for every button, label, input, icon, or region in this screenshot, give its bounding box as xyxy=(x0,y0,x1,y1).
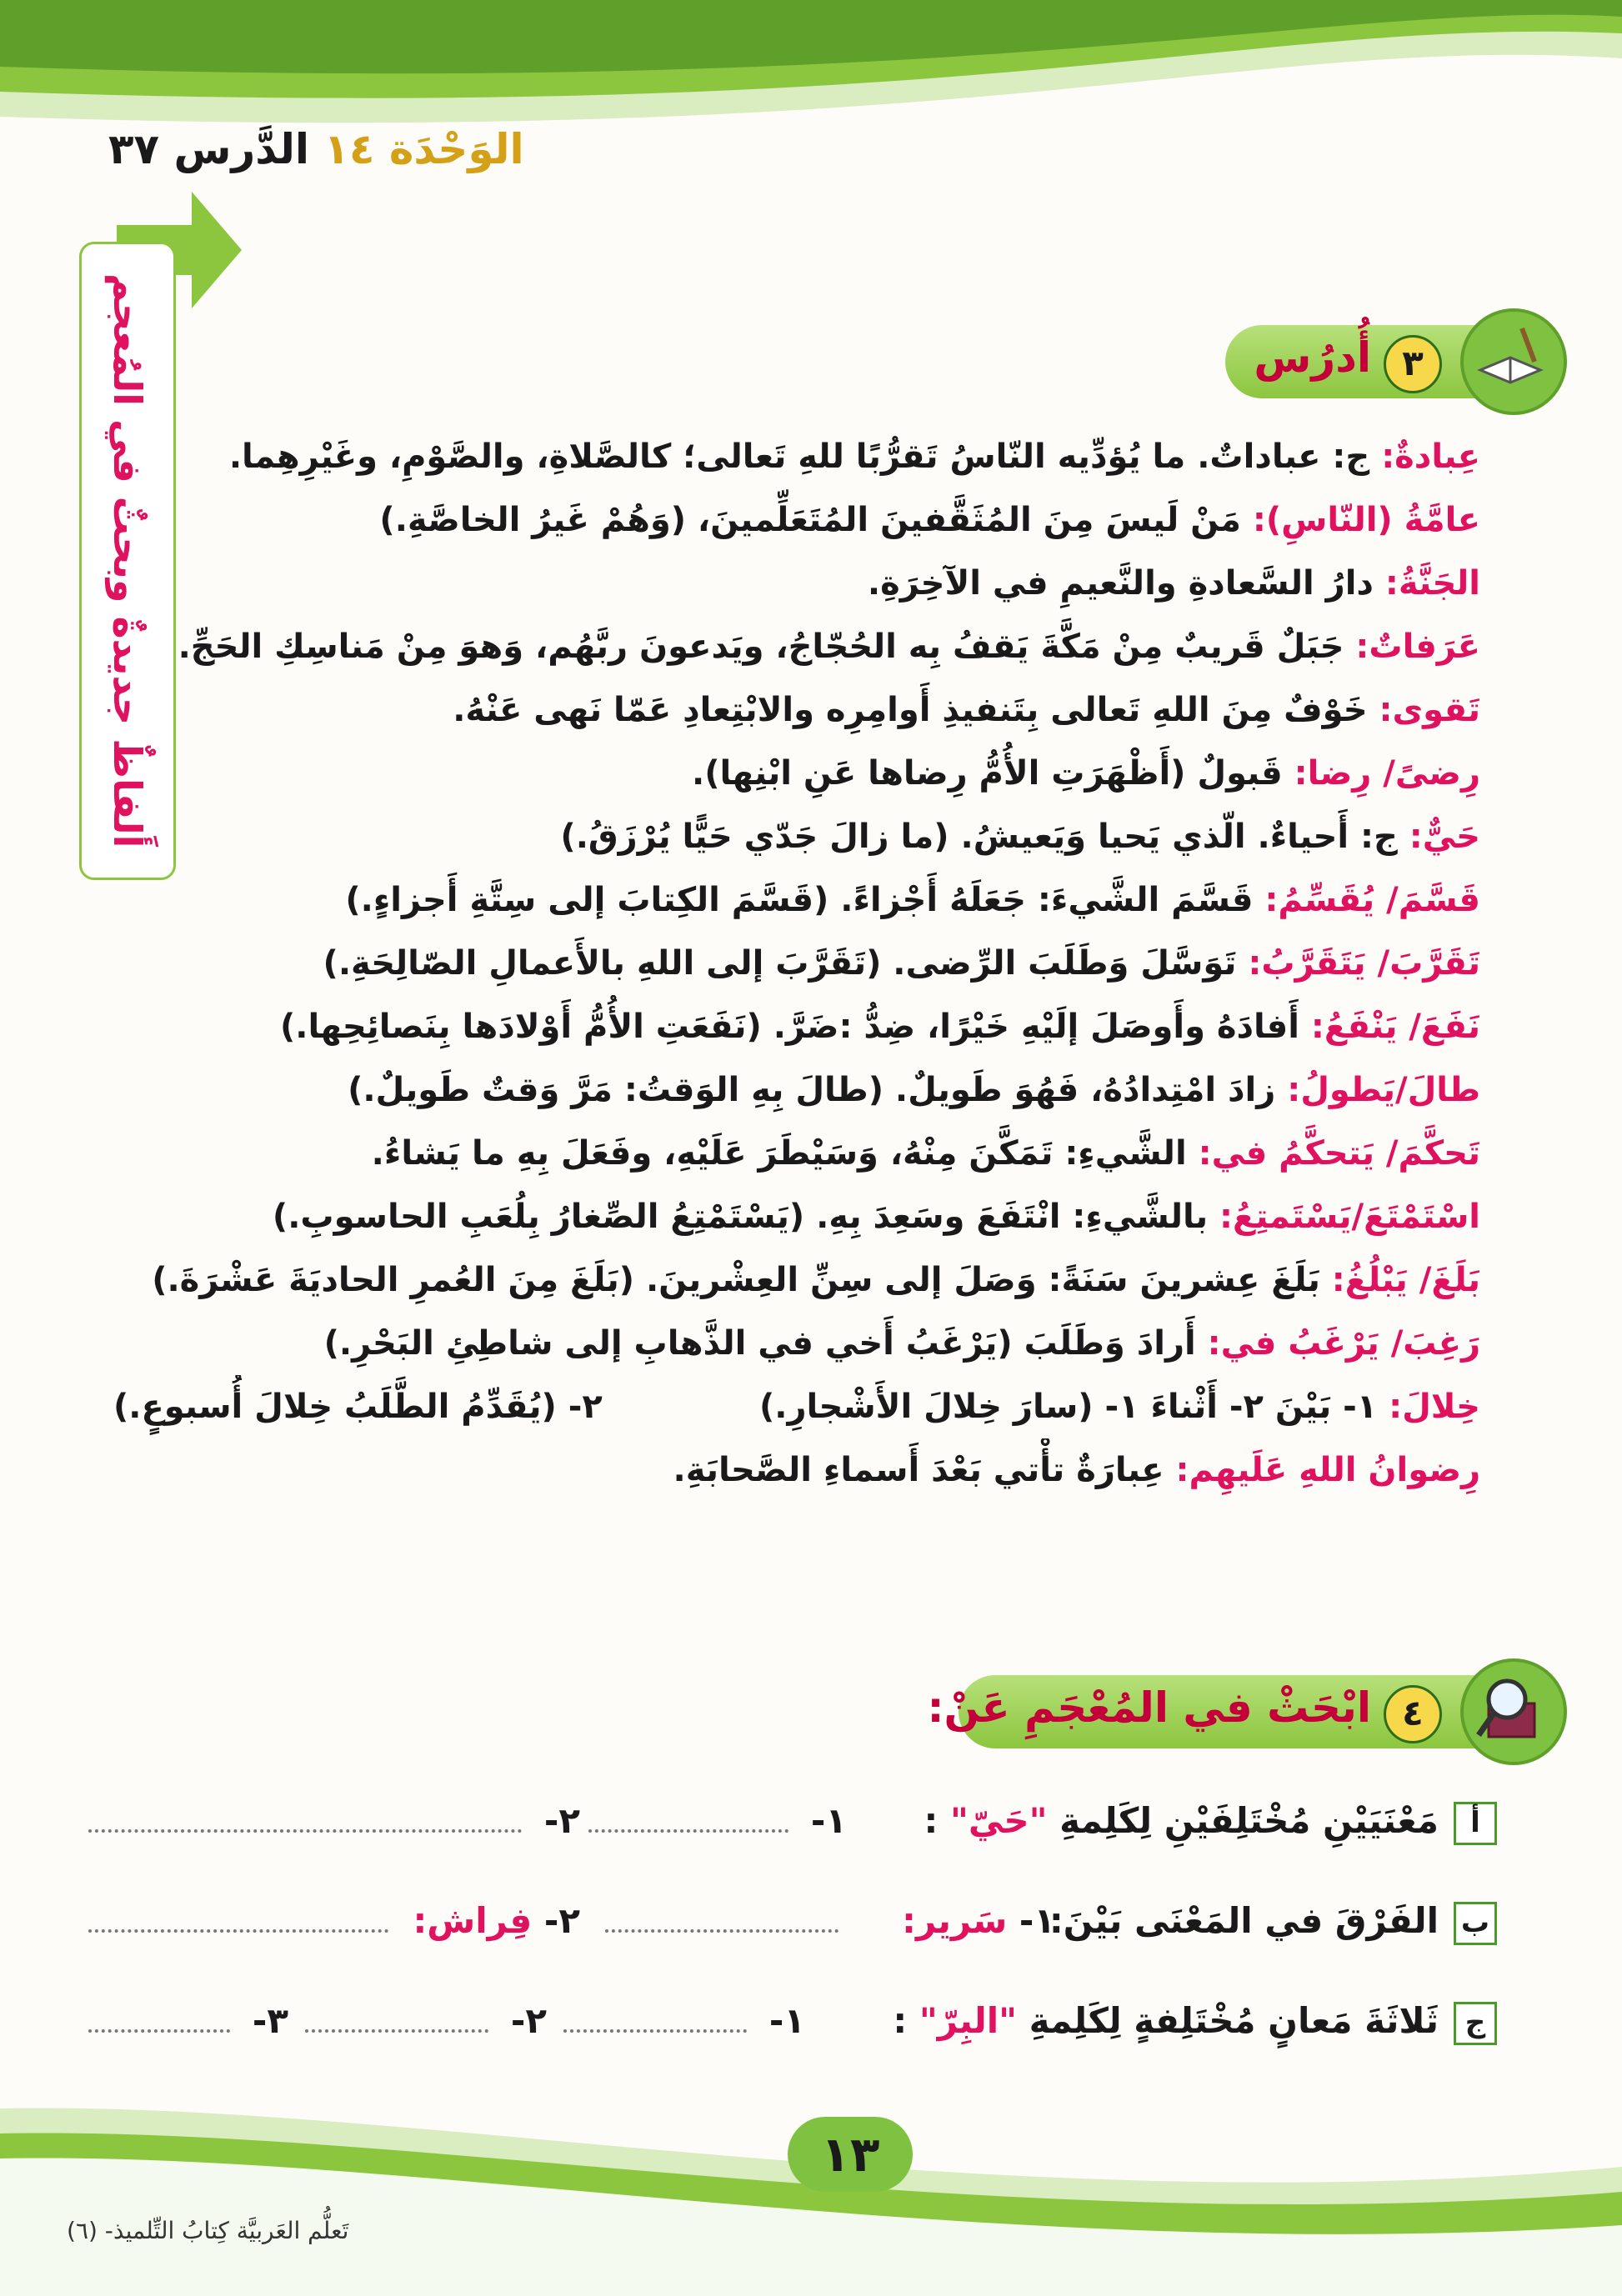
section-4-number: ٤ xyxy=(1384,1685,1442,1743)
section-3-title: أُدرُس xyxy=(1254,333,1371,382)
vocab-item: بَلَغَ/ يَبْلُغُ: بَلَغَ عِشرينَ سَنَةً: وَصَلَ إلى سِنِّ العِشْرينَ. (بَلَغَ مِنَ العُمرِ الحاديَةَ عَشْرَةَ.) xyxy=(152,1261,1480,1299)
answer-line-b2[interactable] xyxy=(88,1929,388,1933)
answer-line-a1[interactable] xyxy=(588,1829,788,1833)
section-3-header xyxy=(1217,308,1567,408)
book-pen-icon xyxy=(1460,308,1567,415)
vocab-item: نَفَعَ/ يَنْفَعُ: أَفادَهُ وأَوصَلَ إلَيْهِ خَيْرًا، ضِدُّ :ضَرَّ. (نَفَعَتِ الأُمُّ أَوْلادَها بِنَصائِحِها.) xyxy=(280,1008,1480,1046)
exercise-b-box: ب xyxy=(1454,1902,1497,1945)
vocab-item: عَرَفاتٌ: جَبَلٌ قَريبٌ مِنْ مَكَّةَ يَقفُ بِه الحُجّاجُ، ويَدعونَ ربَّهُم، وَهوَ مِنْ مَناسِكِ الحَجِّ. xyxy=(178,628,1480,666)
unit-label: الوَحْدَة ١٤ xyxy=(323,125,524,173)
exercise-a: أمَعْنَيَيْنِ مُخْتَلِفَيْنِ لِكَلِمةِ "حَيّ" : ١- ٢- xyxy=(88,1792,1497,1850)
section-3-number: ٣ xyxy=(1384,335,1442,393)
answer-line-c1[interactable] xyxy=(563,2029,747,2033)
exercises xyxy=(88,1792,1497,2067)
vocab-item: قَسَّمَ/ يُقَسِّمُ: قَسَّمَ الشَّيءَ: جَعَلَهُ أَجْزاءً. (قَسَّمَ الكِتابَ إلى سِتَّةِ أَجزاءٍ.) xyxy=(345,881,1480,919)
answer-line-b1[interactable] xyxy=(605,1929,839,1933)
vocab-item: عامَّةُ (النّاسِ): مَنْ لَيسَ مِنَ المُثَقَّفينَ المُتَعَلِّمينَ، (وَهُمْ غَيرُ الخاصَّةِ.) xyxy=(379,501,1480,539)
answer-line-c3[interactable] xyxy=(88,2029,230,2033)
exercise-c-box: ج xyxy=(1454,2002,1497,2045)
answer-line-a2[interactable] xyxy=(88,1829,522,1833)
exercise-c: جثَلاثَةَ مَعانٍ مُخْتَلِفةٍ لِكَلِمةِ "البِرّ" : ١- ٢- ٣- xyxy=(88,1992,1497,2050)
vocab-item: رَغِبَ/ يَرْغَبُ في: أَرادَ وَطَلَبَ (يَرْغَبُ أَخي في الذَّهابِ إلى شاطِئِ البَحْرِ.) xyxy=(323,1324,1480,1363)
vocab-item-ridwan: رِضوانُ اللهِ عَلَيهِم: عِبارَةٌ تأْتي بَعْدَ أَسماءِ الصَّحابَةِ. xyxy=(673,1451,1480,1489)
page-number: ١٣ xyxy=(788,2117,913,2192)
vocab-item: تَحكَّمَ/ يَتحكَّمُ في: الشَّيءِ: تَمَكَّنَ مِنْهُ، وَسَيْطَرَ عَلَيْهِ، وفَعَلَ بِهِ ما يَشاءُ. xyxy=(371,1134,1480,1173)
lesson-header xyxy=(108,125,524,173)
vocab-list xyxy=(113,425,1480,1502)
vocab-item: الجَنَّةُ: دارُ السَّعادةِ والنَّعيمِ في الآخِرَةِ. xyxy=(867,564,1480,603)
section-4-header xyxy=(927,1658,1567,1758)
vocab-item: عِبادةٌ: ج: عباداتٌ. ما يُؤدِّيه النّاسُ تَقرُّبًا للهِ تَعالى؛ كالصَّلاةِ، والصَّوْمِ، وغَيْرِهِما. xyxy=(228,438,1480,476)
exercise-a-box: أ xyxy=(1454,1802,1497,1845)
vocab-item: تَقوى: خَوْفٌ مِنَ اللهِ تَعالى بِتَنفيذِ أَوامِرِه والابْتِعادِ عَمّا نَهى عَنْهُ. xyxy=(453,691,1480,729)
answer-line-c2[interactable] xyxy=(305,2029,488,2033)
side-tab-label: أَلفاظٌ جديدةٌ وبحثٌ في المُعجم xyxy=(105,273,150,848)
vocab-item: تَقَرَّبَ/ يَتَقَرَّبُ: تَوَسَّلَ وَطَلَبَ الرِّضى. (تَقَرَّبَ إلى اللهِ بالأَعمالِ الصّالِحَةِ.) xyxy=(323,944,1480,983)
vocab-item: اسْتَمْتَعَ/يَسْتَمتِعُ: بالشَّيءِ: انْتَفَعَ وسَعِدَ بِهِ. (يَسْتَمْتِعُ الصِّغارُ بِلُعَبِ الحاسوبِ.) xyxy=(272,1198,1480,1236)
section-4-title: ابْحَثْ في المُعْجَمِ عَنْ: xyxy=(927,1683,1371,1732)
vocab-item-khilal: خِلالَ: ١- بَيْنَ ٢- أَثْناءَ ١- (سارَ خِلالَ الأَشْجارِ.) ٢- (يُقَدِّمُ الطَّلَبُ خِلالَ أُسبوعٍ.) xyxy=(113,1388,1480,1426)
lesson-label: الدَّرس ٣٧ xyxy=(108,125,310,173)
vocab-item: رِضىً/ رِضا: قَبولٌ (أَظْهَرَتِ الأُمُّ رِضاها عَنِ ابْنِها). xyxy=(692,754,1480,793)
exercise-b: بالفَرْقَ في المَعْنَى بَيْنَ: ١- سَرير: ٢- فِراش: xyxy=(88,1892,1497,1950)
magnifier-book-icon xyxy=(1460,1658,1567,1765)
footer-book-title: تَعلُّم العَربيَّة كِتابُ التِّلميذ- (٦) xyxy=(67,2217,349,2244)
vocab-item: طالَ/يَطولُ: زادَ امْتِدادُهُ، فَهُوَ طَويلٌ. (طالَ بِهِ الوَقتُ: مَرَّ وَقتٌ طَويلٌ.) xyxy=(348,1071,1480,1109)
vocab-item: حَيٌّ: ج: أَحياءٌ. الّذي يَحيا وَيَعيشُ. (ما زالَ جَدّي حَيًّا يُرْزَقُ.) xyxy=(560,818,1480,856)
